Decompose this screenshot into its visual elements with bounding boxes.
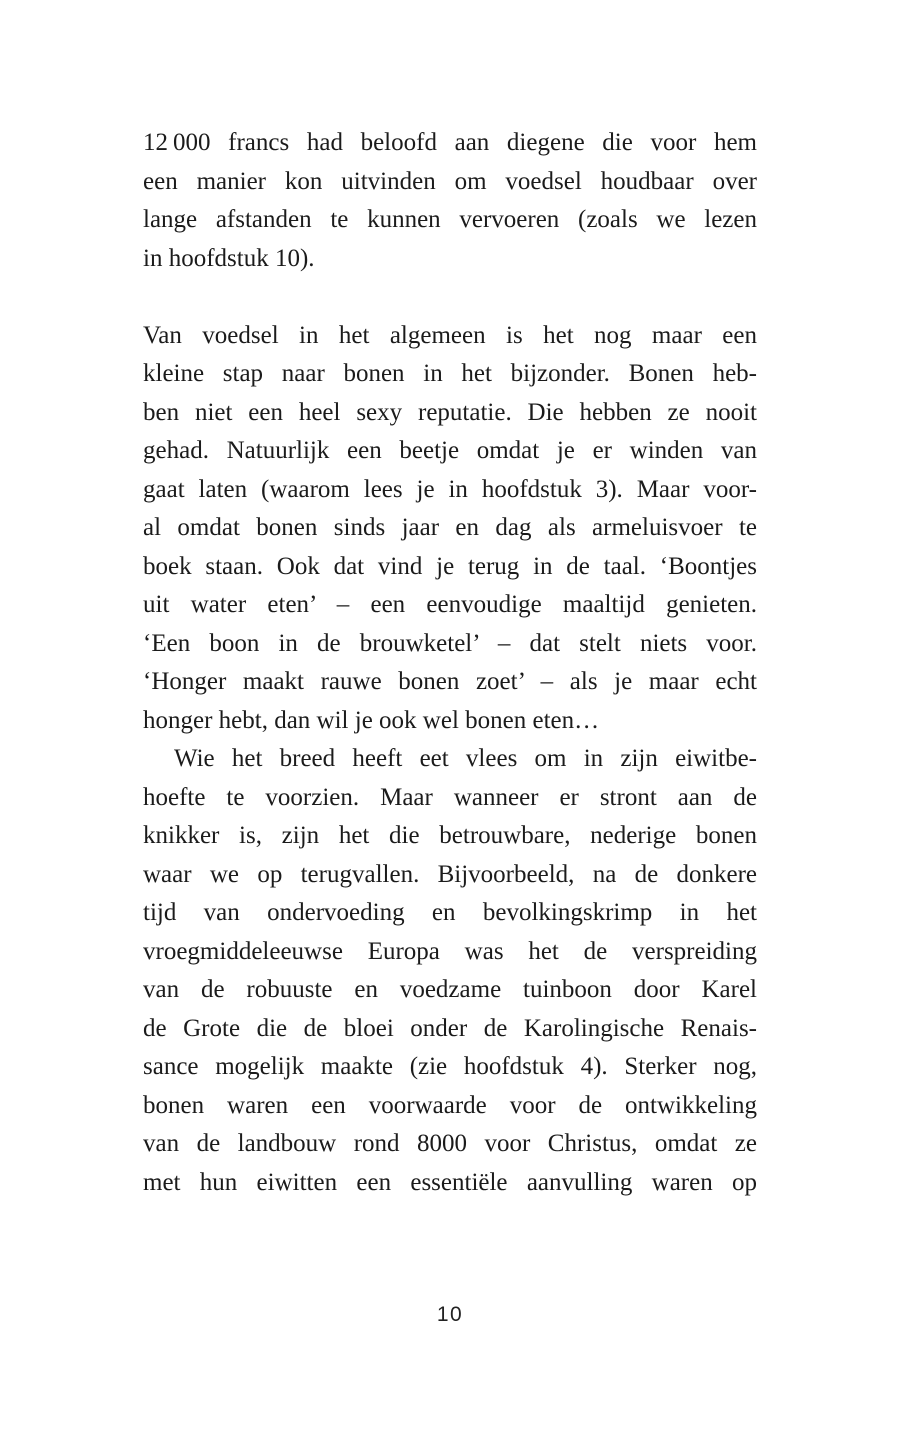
paragraph xyxy=(143,740,757,1202)
paragraph xyxy=(143,124,757,278)
text-line: gehad. Natuurlijk een beetje omdat je er winden van xyxy=(143,437,757,464)
text-line: ‘Honger maakt rauwe bonen zoet’ – als je maar echt xyxy=(143,668,757,695)
text-line: ben niet een heel sexy reputatie. Die hebben ze nooit xyxy=(143,398,757,426)
text-line: in hoofdstuk 10). xyxy=(143,244,315,272)
text-line: 12 000 francs had beloofd aan diegene die voor hem xyxy=(143,129,757,156)
text-line: sance mogelijk maakte (zie hoofdstuk 4). Sterker nog, xyxy=(143,1053,757,1080)
text-line: tijd van ondervoeding en bevolkingskrimp in het xyxy=(143,899,757,926)
text-line: honger hebt, dan wil je ook wel bonen eten… xyxy=(143,706,600,734)
text-line: al omdat bonen sinds jaar en dag als armeluisvoer te xyxy=(143,514,757,541)
page-number: 10 xyxy=(436,1303,464,1326)
paragraph xyxy=(143,317,757,741)
text-line: de Grote die de bloei onder de Karolingische Renais- xyxy=(143,1014,757,1042)
text-line: lange afstanden te kunnen vervoeren (zoals we lezen xyxy=(143,206,757,233)
text-line: Wie het breed heeft eet vlees om in zijn eiwitbe- xyxy=(174,745,757,772)
text-line: met hun eiwitten een essentiële aanvulling waren op xyxy=(143,1168,757,1196)
text-line: kleine stap naar bonen in het bijzonder. Bonen heb- xyxy=(143,360,757,387)
text-line: boek staan. Ook dat vind je terug in de taal. ‘Boontjes xyxy=(143,552,757,580)
text-line: hoefte te voorzien. Maar wanneer er stront aan de xyxy=(143,783,757,811)
text-line: een manier kon uitvinden om voedsel houdbaar over xyxy=(143,167,757,195)
text-line: Van voedsel in het algemeen is het nog maar een xyxy=(143,321,757,349)
text-line: bonen waren een voorwaarde voor de ontwikkeling xyxy=(143,1091,757,1119)
text-line: vroegmiddeleeuwse Europa was het de verspreiding xyxy=(143,937,757,965)
text-line: van de robuuste en voedzame tuinboon door Karel xyxy=(143,976,757,1003)
text-line: knikker is, zijn het die betrouwbare, nederige bonen xyxy=(143,822,757,849)
text-line: waar we op terugvallen. Bijvoorbeeld, na de donkere xyxy=(143,860,757,888)
text-line: gaat laten (waarom lees je in hoofdstuk 3). Maar voor- xyxy=(143,475,757,503)
body-text xyxy=(143,124,757,1202)
text-line: uit water eten’ – een eenvoudige maaltijd genieten. xyxy=(143,591,757,618)
text-line: ‘Een boon in de brouwketel’ – dat stelt niets voor. xyxy=(143,629,757,657)
text-line: van de landbouw rond 8000 voor Christus, omdat ze xyxy=(143,1130,757,1157)
